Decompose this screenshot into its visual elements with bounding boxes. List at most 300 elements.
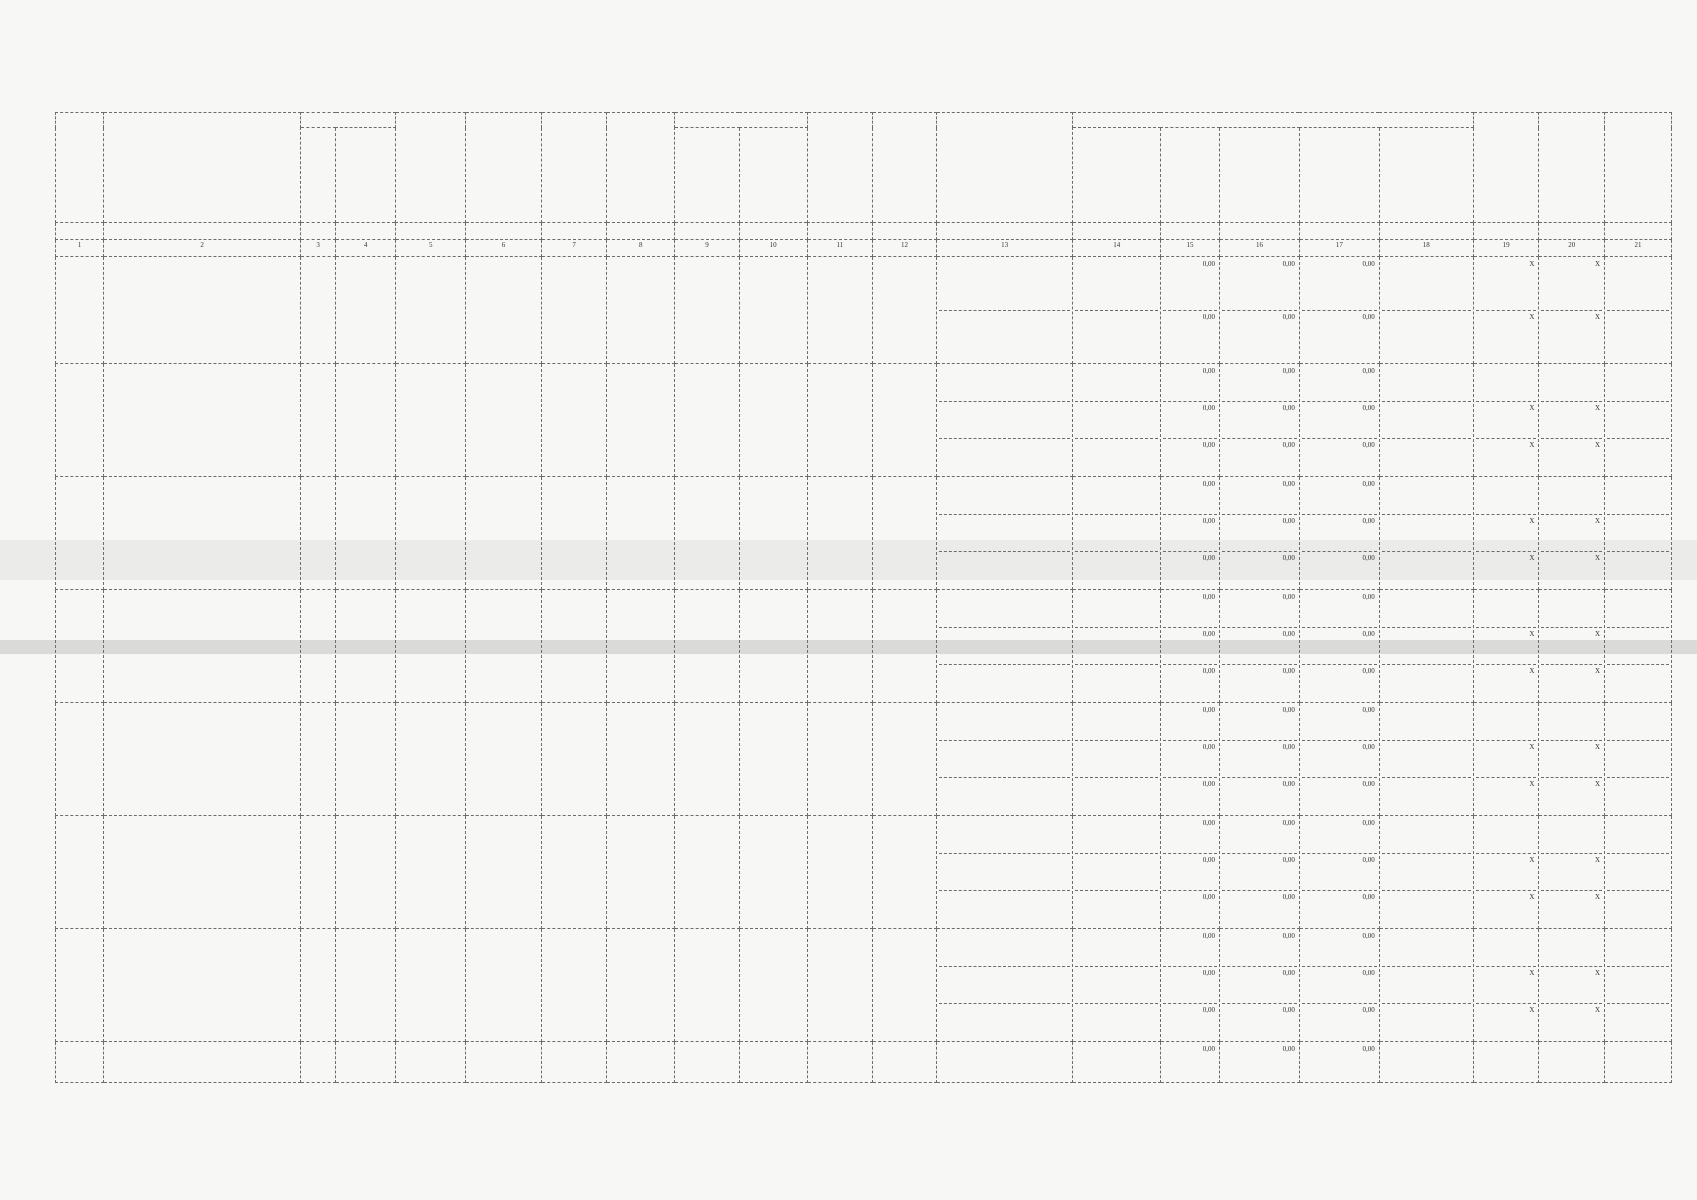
repair-line-value (1382, 438, 1471, 475)
row-number (56, 477, 104, 590)
cost-local-cell (1299, 590, 1379, 703)
entrances-cell (541, 477, 607, 590)
repair-line-value (939, 853, 1071, 890)
unit-col8 (607, 223, 675, 240)
cost-local-cell (1299, 257, 1379, 364)
cost-total-cell (1073, 590, 1161, 703)
address-cell (104, 703, 301, 816)
row-number (56, 257, 104, 364)
limit-cost-cell (1539, 364, 1605, 477)
cost-fund-cell (1160, 929, 1219, 1042)
residents-cell (807, 257, 873, 364)
house-row (56, 1042, 1672, 1083)
repair-line-value (939, 777, 1071, 814)
area-total-cell (607, 816, 675, 929)
repair-line-value (939, 740, 1071, 777)
repair-line-value (1607, 514, 1669, 551)
entrances-cell (541, 1042, 607, 1083)
address-cell (104, 364, 301, 477)
repair-line-value: X (1541, 1003, 1602, 1040)
year-overhaul-cell (336, 590, 396, 703)
cost-region-cell (1220, 1042, 1300, 1083)
repair-line-value (939, 817, 1071, 853)
repair-line-value: 0,00 (1362, 706, 1375, 714)
year-built-cell (301, 816, 336, 929)
unit-cost-cell (1473, 257, 1539, 364)
repair-line-value (1607, 1043, 1669, 1081)
repair-type-cell (936, 816, 1073, 929)
repair-line-value: 0,00 (1362, 480, 1375, 488)
volume-cell (873, 816, 936, 929)
repair-line-value (1382, 853, 1471, 890)
repair-line-value (1476, 365, 1537, 401)
repair-line-value: X (1541, 890, 1602, 927)
header-col1 (56, 113, 104, 223)
repair-line-value (1607, 310, 1669, 363)
residents-cell (807, 364, 873, 477)
house-row (56, 477, 1672, 590)
repair-line-value: 0,00 (1202, 593, 1216, 601)
repair-line-value: X (1476, 740, 1537, 777)
unit-cost-cell (1473, 1042, 1539, 1083)
repair-line-value: 0,00 (1163, 966, 1217, 1003)
unit-cost-cell (1473, 929, 1539, 1042)
repair-line-value (1607, 401, 1669, 438)
year-built-cell (301, 590, 336, 703)
column-number: 9 (675, 240, 740, 257)
repair-line-value (1607, 365, 1669, 401)
repair-line-value: X (1476, 853, 1537, 890)
area-all-cell (675, 257, 740, 364)
repair-line-value: 0,00 (1282, 260, 1295, 268)
repair-line-value: 0,00 (1163, 551, 1217, 588)
repair-line-value (1476, 930, 1537, 966)
repair-line-value (1382, 401, 1471, 438)
address-cell (104, 929, 301, 1042)
repair-line-value: 0,00 (1222, 514, 1297, 551)
header-col14 (1073, 128, 1161, 223)
repair-line-value: 0,00 (1163, 890, 1217, 927)
floors-cell (466, 816, 541, 929)
cost-owners-cell (1379, 257, 1473, 364)
repair-line-value (1382, 890, 1471, 927)
repair-line-value: 0,00 (1282, 480, 1295, 488)
repair-line-value: 0,00 (1302, 627, 1377, 664)
repair-line-value (1476, 591, 1537, 627)
cost-owners-cell (1379, 364, 1473, 477)
repair-line-value: 0,00 (1222, 740, 1297, 777)
repair-line-value (1607, 853, 1669, 890)
column-number: 7 (541, 240, 607, 257)
repair-line-value: 0,00 (1222, 890, 1297, 927)
house-row (56, 929, 1672, 1042)
repair-line-value (1075, 591, 1158, 627)
entrances-cell (541, 590, 607, 703)
repair-line-value (939, 966, 1071, 1003)
repair-line-value: X (1476, 401, 1537, 438)
year-overhaul-cell (336, 477, 396, 590)
wall-material-cell (396, 1042, 466, 1083)
column-number: 1 (56, 240, 104, 257)
address-cell (104, 257, 301, 364)
header-col3 (301, 128, 336, 223)
repair-line-value: 0,00 (1302, 551, 1377, 588)
year-overhaul-cell (336, 1042, 396, 1083)
repair-line-value (1607, 627, 1669, 664)
repair-line-value: 0,00 (1302, 438, 1377, 475)
column-number: 16 (1220, 240, 1300, 257)
unit-col11 (807, 223, 873, 240)
unit-cost-cell (1473, 364, 1539, 477)
row-number (56, 929, 104, 1042)
entrances-cell (541, 703, 607, 816)
repair-line-value (939, 1003, 1071, 1040)
residents-cell (807, 477, 873, 590)
repair-line-value: 0,00 (1163, 1003, 1217, 1040)
house-row (56, 816, 1672, 929)
repair-line-value (1607, 258, 1669, 310)
column-number: 19 (1473, 240, 1539, 257)
planned-date-cell (1605, 477, 1672, 590)
cost-owners-cell (1379, 1042, 1473, 1083)
repair-line-value (1075, 704, 1158, 740)
cost-local-cell (1299, 1042, 1379, 1083)
year-overhaul-cell (336, 703, 396, 816)
header-col7 (541, 113, 607, 223)
repair-line-value (1075, 401, 1158, 438)
area-total-cell (607, 1042, 675, 1083)
planned-date-cell (1605, 703, 1672, 816)
column-number: 6 (466, 240, 541, 257)
area-living-cell (739, 1042, 807, 1083)
column-number: 21 (1605, 240, 1672, 257)
area-living-cell (739, 364, 807, 477)
floors-cell (466, 929, 541, 1042)
repair-line-value (1476, 1043, 1537, 1081)
year-built-cell (301, 703, 336, 816)
overhaul-registry-table (55, 112, 1672, 1083)
repair-line-value: 0,00 (1202, 706, 1216, 714)
repair-line-value: X (1541, 740, 1602, 777)
unit-col12 (873, 223, 936, 240)
repair-line-value (1541, 930, 1602, 966)
house-row (56, 703, 1672, 816)
limit-cost-cell (1539, 929, 1605, 1042)
repair-line-value: X (1541, 551, 1602, 588)
repair-line-value (1382, 740, 1471, 777)
repair-line-value: 0,00 (1163, 777, 1217, 814)
cost-region-cell (1220, 929, 1300, 1042)
residents-cell (807, 816, 873, 929)
repair-line-value: X (1541, 966, 1602, 1003)
repair-line-value: 0,00 (1222, 551, 1297, 588)
planned-date-cell (1605, 590, 1672, 703)
column-number: 8 (607, 240, 675, 257)
repair-line-value (1382, 1003, 1471, 1040)
repair-line-value (1607, 478, 1669, 514)
cost-owners-cell (1379, 477, 1473, 590)
repair-line-value: 0,00 (1202, 367, 1216, 375)
repair-line-value (939, 591, 1071, 627)
repair-line-value: X (1476, 627, 1537, 664)
repair-line-value (1075, 853, 1158, 890)
repair-line-value: 0,00 (1362, 593, 1375, 601)
repair-type-cell (936, 257, 1073, 364)
header-col13 (936, 113, 1073, 223)
repair-line-value: 0,00 (1202, 932, 1216, 940)
repair-line-value (939, 478, 1071, 514)
header-group-year (301, 113, 396, 128)
limit-cost-cell (1539, 1042, 1605, 1083)
cost-local-cell (1299, 477, 1379, 590)
area-total-cell (607, 364, 675, 477)
repair-line-value: X (1541, 514, 1602, 551)
cost-fund-cell (1160, 257, 1219, 364)
repair-line-value (939, 551, 1071, 588)
address-cell (104, 477, 301, 590)
year-built-cell (301, 477, 336, 590)
repair-line-value: 0,00 (1302, 514, 1377, 551)
residents-cell (807, 1042, 873, 1083)
planned-date-cell (1605, 257, 1672, 364)
year-built-cell (301, 364, 336, 477)
cost-region-cell (1220, 703, 1300, 816)
repair-line-value: 0,00 (1222, 664, 1297, 701)
column-number: 5 (396, 240, 466, 257)
repair-line-value (1075, 890, 1158, 927)
header-col19 (1473, 113, 1539, 223)
repair-line-value (1075, 966, 1158, 1003)
repair-line-value (1607, 777, 1669, 814)
repair-type-cell (936, 477, 1073, 590)
cost-region-cell (1220, 364, 1300, 477)
repair-line-value: 0,00 (1222, 310, 1297, 363)
cost-total-cell (1073, 1042, 1161, 1083)
header-col8 (607, 113, 675, 223)
row-number (56, 364, 104, 477)
header-col18 (1379, 128, 1473, 223)
repair-line-value (1382, 627, 1471, 664)
repair-line-value (1382, 478, 1471, 514)
address-cell (104, 816, 301, 929)
repair-line-value: 0,00 (1282, 1045, 1295, 1053)
repair-line-value (1075, 817, 1158, 853)
row-number (56, 590, 104, 703)
cost-total-cell (1073, 364, 1161, 477)
cost-owners-cell (1379, 590, 1473, 703)
house-row (56, 257, 1672, 364)
wall-material-cell (396, 477, 466, 590)
header-col21 (1605, 113, 1672, 223)
repair-line-value (1607, 551, 1669, 588)
cost-owners-cell (1379, 703, 1473, 816)
floors-cell (466, 477, 541, 590)
repair-line-value: X (1541, 401, 1602, 438)
repair-line-value (939, 930, 1071, 966)
limit-cost-cell (1539, 257, 1605, 364)
wall-material-cell (396, 364, 466, 477)
year-built-cell (301, 257, 336, 364)
floors-cell (466, 257, 541, 364)
floors-cell (466, 1042, 541, 1083)
repair-line-value (1607, 817, 1669, 853)
repair-line-value: 0,00 (1163, 664, 1217, 701)
repair-line-value: 0,00 (1362, 932, 1375, 940)
year-overhaul-cell (336, 929, 396, 1042)
repair-line-value (1075, 258, 1158, 310)
repair-line-value (1476, 817, 1537, 853)
unit-col14 (1073, 223, 1161, 240)
repair-line-value (1075, 664, 1158, 701)
limit-cost-cell (1539, 703, 1605, 816)
repair-line-value (939, 704, 1071, 740)
planned-date-cell (1605, 929, 1672, 1042)
header-group-row (56, 113, 1672, 128)
row-number (56, 816, 104, 929)
entrances-cell (541, 816, 607, 929)
repair-line-value (939, 365, 1071, 401)
cost-total-cell (1073, 816, 1161, 929)
repair-line-value: X (1541, 438, 1602, 475)
repair-line-value: 0,00 (1302, 966, 1377, 1003)
repair-line-value: 0,00 (1202, 1045, 1216, 1053)
repair-line-value: X (1476, 438, 1537, 475)
repair-line-value: 0,00 (1302, 740, 1377, 777)
unit-cost-cell (1473, 477, 1539, 590)
repair-type-cell (936, 590, 1073, 703)
repair-line-value (1075, 1043, 1158, 1081)
cost-fund-cell (1160, 477, 1219, 590)
repair-line-value (1607, 966, 1669, 1003)
repair-line-value: X (1476, 1003, 1537, 1040)
planned-date-cell (1605, 1042, 1672, 1083)
repair-line-value (939, 401, 1071, 438)
column-number: 2 (104, 240, 301, 257)
area-total-cell (607, 929, 675, 1042)
repair-line-value: 0,00 (1222, 438, 1297, 475)
column-number: 13 (936, 240, 1073, 257)
unit-cost-cell (1473, 816, 1539, 929)
house-row (56, 590, 1672, 703)
repair-line-value: 0,00 (1362, 367, 1375, 375)
repair-line-value: 0,00 (1302, 310, 1377, 363)
repair-line-value: 0,00 (1222, 777, 1297, 814)
repair-line-value: 0,00 (1282, 819, 1295, 827)
area-living-cell (739, 477, 807, 590)
column-number: 4 (336, 240, 396, 257)
cost-region-cell (1220, 477, 1300, 590)
volume-cell (873, 477, 936, 590)
volume-cell (873, 257, 936, 364)
unit-col20 (1539, 223, 1605, 240)
header-units-row (56, 223, 1672, 240)
column-number: 14 (1073, 240, 1161, 257)
column-number: 20 (1539, 240, 1605, 257)
repair-line-value: 0,00 (1302, 1003, 1377, 1040)
year-overhaul-cell (336, 257, 396, 364)
repair-line-value: 0,00 (1202, 480, 1216, 488)
repair-line-value: 0,00 (1163, 740, 1217, 777)
repair-line-value (1607, 591, 1669, 627)
repair-line-value: X (1476, 310, 1537, 363)
column-number: 3 (301, 240, 336, 257)
area-all-cell (675, 590, 740, 703)
repair-line-value: 0,00 (1163, 310, 1217, 363)
repair-line-value (1382, 591, 1471, 627)
repair-line-value: X (1476, 966, 1537, 1003)
repair-line-value (1607, 664, 1669, 701)
repair-line-value (1541, 817, 1602, 853)
repair-line-value (1075, 514, 1158, 551)
cost-owners-cell (1379, 929, 1473, 1042)
column-number: 10 (739, 240, 807, 257)
repair-line-value (1382, 966, 1471, 1003)
repair-line-value: X (1476, 777, 1537, 814)
limit-cost-cell (1539, 590, 1605, 703)
unit-col10 (739, 223, 807, 240)
entrances-cell (541, 257, 607, 364)
repair-line-value: X (1541, 310, 1602, 363)
column-number: 17 (1299, 240, 1379, 257)
registry-body (56, 257, 1672, 1083)
repair-line-value: 0,00 (1362, 819, 1375, 827)
repair-line-value (1075, 1003, 1158, 1040)
column-number: 18 (1379, 240, 1473, 257)
repair-line-value (1075, 627, 1158, 664)
repair-line-value (1382, 930, 1471, 966)
repair-line-value (1541, 591, 1602, 627)
repair-type-cell (936, 1042, 1073, 1083)
repair-line-value (1075, 740, 1158, 777)
repair-line-value: 0,00 (1222, 966, 1297, 1003)
cost-owners-cell (1379, 816, 1473, 929)
repair-line-value (1075, 365, 1158, 401)
header-col5 (396, 113, 466, 223)
repair-line-value: 0,00 (1163, 853, 1217, 890)
cost-local-cell (1299, 364, 1379, 477)
repair-line-value: 0,00 (1282, 932, 1295, 940)
repair-line-value: 0,00 (1222, 853, 1297, 890)
header-group-cost (1073, 113, 1473, 128)
repair-line-value: X (1529, 260, 1535, 268)
repair-line-value: 0,00 (1362, 1045, 1375, 1053)
repair-line-value (1607, 890, 1669, 927)
cost-local-cell (1299, 929, 1379, 1042)
unit-col17 (1299, 223, 1379, 240)
year-overhaul-cell (336, 364, 396, 477)
area-living-cell (739, 929, 807, 1042)
repair-line-value (1607, 438, 1669, 475)
repair-line-value: 0,00 (1222, 1003, 1297, 1040)
repair-line-value (1382, 365, 1471, 401)
repair-line-value: 0,00 (1222, 401, 1297, 438)
floors-cell (466, 364, 541, 477)
header-col16 (1220, 128, 1300, 223)
repair-line-value: 0,00 (1302, 401, 1377, 438)
repair-line-value: 0,00 (1282, 593, 1295, 601)
repair-line-value (1382, 1043, 1471, 1081)
repair-line-value: 0,00 (1282, 706, 1295, 714)
repair-line-value (1382, 310, 1471, 363)
repair-line-value: X (1541, 777, 1602, 814)
repair-line-value (939, 258, 1071, 310)
header-col11 (807, 113, 873, 223)
floors-cell (466, 703, 541, 816)
repair-line-value: X (1476, 890, 1537, 927)
repair-line-value: X (1595, 260, 1601, 268)
year-built-cell (301, 1042, 336, 1083)
header-col17 (1299, 128, 1379, 223)
